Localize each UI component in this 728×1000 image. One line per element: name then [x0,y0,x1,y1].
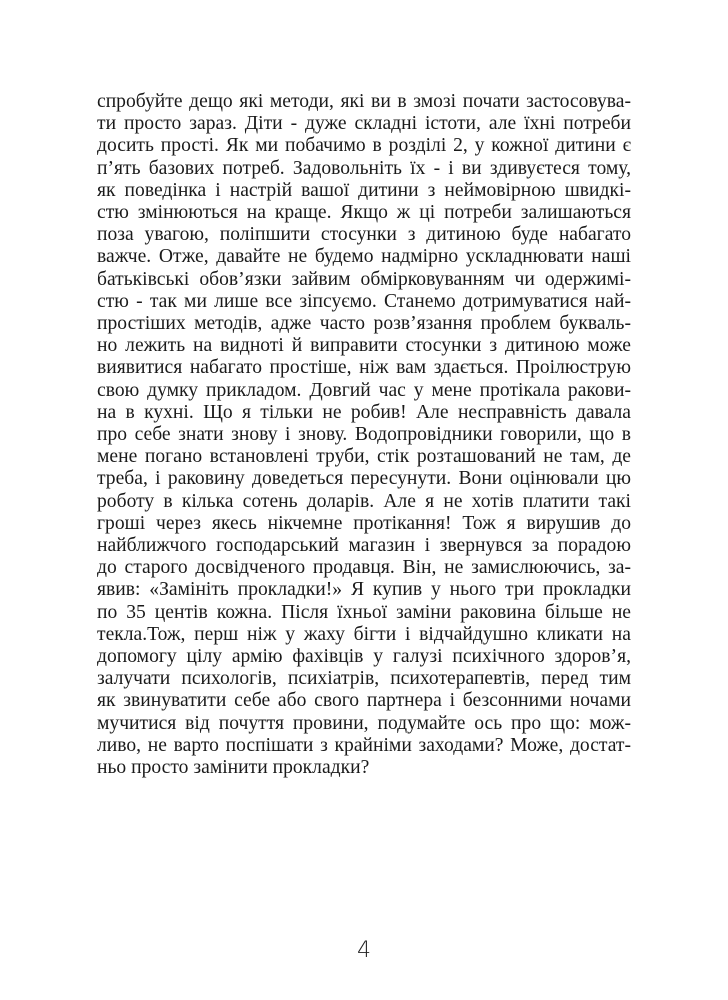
text-line: ти просто зараз. Діти - дуже складні істоти, але їхні потреби [97,113,631,135]
text-line: на в кухні. Що я тільки не робив! Але несправність давала [97,401,631,423]
text-line: поза увагою, поліпшити стосунки з дитиною буде набагато [97,224,631,246]
text-line: п’ять базових потреб. Задовольніть їх - і ви здивуєтеся тому, [97,157,631,179]
text-line: важче. Отже, давайте не будемо надмірно ускладнювати наші [97,246,631,268]
body-text [97,91,631,779]
text-line: свою думку прикладом. Довгий час у мене протікала ракови- [97,379,631,401]
text-line: як звинуватити себе або свого партнера і безсонними ночами [97,690,631,712]
text-line: спробуйте дещо які методи, які ви в змозі почати застосовува- [97,91,631,112]
text-line: по 35 центів кожна. Після їхньої заміни раковина більше не [97,601,631,623]
text-line: залучати психологів, психіатрів, психотерапевтів, перед тим [97,668,631,690]
text-line: найближчого господарський магазин і звернувся за порадою [97,535,631,557]
text-line: до старого досвідченого продавця. Він, не замислюючись, за- [97,557,631,579]
text-line: явив: «Замініть прокладки!» Я купив у нього три прокладки [97,579,631,601]
text-line: треба, і раковину доведеться пересунути. Вони оцінювали цю [97,468,631,490]
text-line: стю змінюються на краще. Якщо ж ці потреби залишаються [97,202,631,224]
text-line: виявитися набагато простіше, ніж вам здається. Проілюструю [97,357,631,379]
text-line: гроші через якесь нікчемне протікання! Тож я вирушив до [97,512,631,534]
text-line: текла.Тож, перш ніж у жаху бігти і відчайдушно кликати на [97,623,631,645]
text-line: роботу в кілька сотень доларів. Але я не хотів платити такі [97,490,631,512]
text-line: ливо, не варто поспішати з крайніми заходами? Може, достат- [97,734,631,756]
text-line: мене погано встановлені труби, стік розташований не там, де [97,446,631,468]
text-line: батьківські обов’язки зайвим обмірковуванням чи одержимі- [97,268,631,290]
text-line: як поведінка і настрій вашої дитини з неймовірною швидкі- [97,179,631,201]
text-line: ньо просто замінити прокладки? [97,757,370,779]
text-line: про себе знати знову і знову. Водопровідники говорили, що в [97,424,631,446]
text-line: досить прості. Як ми побачимо в розділі 2, у кожної дитини є [97,135,631,157]
page-number: 4 [357,938,371,963]
text-line: простіших методів, адже часто розв’язання проблем букваль- [97,313,631,335]
text-line: но лежить на видноті й виправити стосунки з дитиною може [97,335,631,357]
text-line: допомогу цілу армію фахівців у галузі психічного здоров’я, [97,646,631,668]
text-line: стю - так ми лише все зіпсуємо. Станемо дотримуватися най- [97,290,631,312]
text-line: мучитися від почуття провини, подумайте ось про що: мож- [97,712,631,734]
